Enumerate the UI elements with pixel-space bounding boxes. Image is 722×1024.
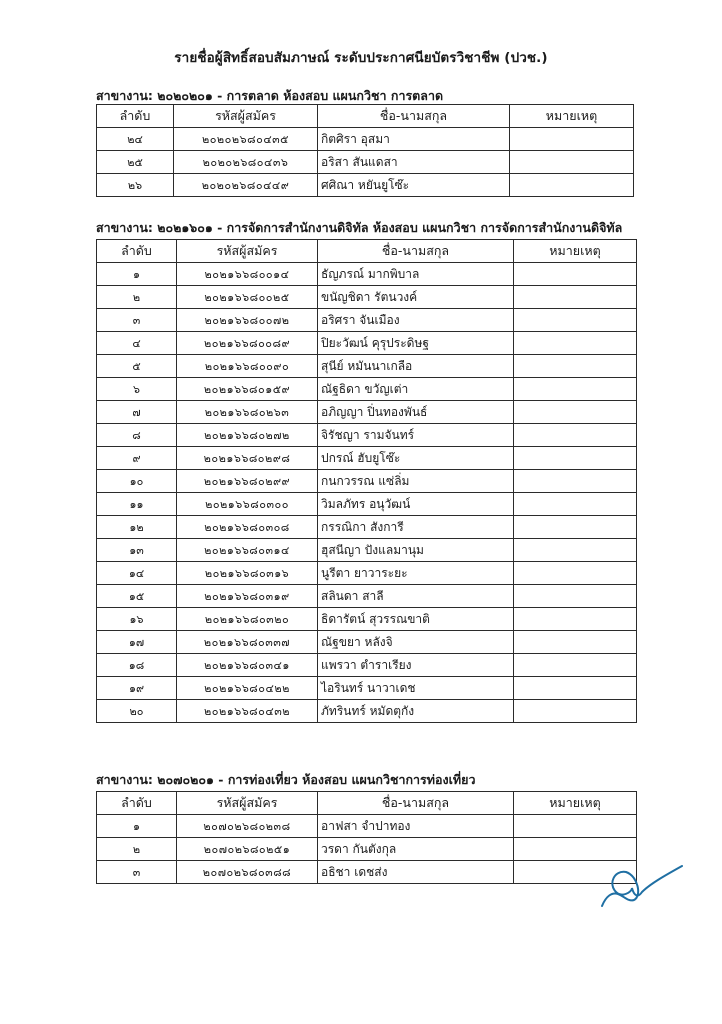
- cell-no: ๑๗: [97, 631, 177, 654]
- cell-remark: [514, 332, 637, 355]
- cell-full-name: แพรวา ตำราเรียง: [318, 654, 514, 677]
- cell-applicant-id: ๒๐๒๑๖๖๘๐๑๕๙: [177, 378, 318, 401]
- cell-full-name: ขนัญชิดา รัตนวงค์: [318, 286, 514, 309]
- cell-full-name: อาฟสา จำปาทอง: [318, 815, 514, 838]
- section-heading-marketing: สาขางาน: ๒๐๒๐๒๐๑ - การตลาด ห้องสอบ แผนกวิชา การตลาด: [96, 88, 444, 103]
- cell-applicant-id: ๒๐๒๐๒๖๘๐๔๓๕: [174, 128, 318, 151]
- cell-full-name: กนกวรรณ แซ่ลิ่ม: [318, 470, 514, 493]
- cell-full-name: อธิชา เดชส่ง: [318, 861, 514, 884]
- signature-icon: [598, 862, 688, 912]
- table-row: [97, 401, 637, 424]
- cell-no: ๑๒: [97, 516, 177, 539]
- cell-applicant-id: ๒๐๒๑๖๖๘๐๒๙๙: [177, 470, 318, 493]
- header-applicant-id: รหัสผู้สมัคร: [174, 105, 318, 128]
- cell-no: ๒๐: [97, 700, 177, 723]
- cell-no: ๖: [97, 378, 177, 401]
- cell-no: ๕: [97, 355, 177, 378]
- cell-applicant-id: ๒๐๗๐๒๖๘๐๒๕๑: [177, 838, 318, 861]
- table-row: [97, 838, 637, 861]
- cell-full-name: กรรณิกา สังการี: [318, 516, 514, 539]
- cell-full-name: อริศรา จันเมือง: [318, 309, 514, 332]
- cell-applicant-id: ๒๐๒๑๖๖๘๐๓๒๐: [177, 608, 318, 631]
- section-heading-tourism: สาขางาน: ๒๐๗๐๒๐๑ - การท่องเที่ยว ห้องสอบ แผนกวิชาการท่องเที่ยว: [96, 772, 476, 787]
- table-row: [97, 815, 637, 838]
- cell-remark: [510, 128, 634, 151]
- cell-no: ๒: [97, 286, 177, 309]
- header-full-name: ชื่อ-นามสกุล: [318, 105, 510, 128]
- cell-remark: [514, 539, 637, 562]
- table-row: [97, 861, 637, 884]
- cell-applicant-id: ๒๐๒๑๖๖๘๐๓๓๗: [177, 631, 318, 654]
- cell-remark: [514, 378, 637, 401]
- table-row: [97, 309, 637, 332]
- cell-full-name: นูรีตา ยาวาระยะ: [318, 562, 514, 585]
- section-heading-digital-office: สาขางาน: ๒๐๒๑๖๐๑ - การจัดการสำนักงานดิจิทัล ห้องสอบ แผนกวิชา การจัดการสำนักงานดิจิทัล: [96, 220, 623, 235]
- cell-remark: [514, 355, 637, 378]
- cell-full-name: ปกรณ์ ฮับยูโซ๊ะ: [318, 447, 514, 470]
- cell-no: ๑๖: [97, 608, 177, 631]
- cell-applicant-id: ๒๐๒๑๖๖๘๐๒๙๘: [177, 447, 318, 470]
- cell-remark: [514, 654, 637, 677]
- table-body: [97, 263, 637, 723]
- cell-no: ๘: [97, 424, 177, 447]
- cell-full-name: อภิญญา ปิ่นทองพันธ์: [318, 401, 514, 424]
- cell-remark: [514, 608, 637, 631]
- cell-no: ๔: [97, 332, 177, 355]
- table-header-row: [97, 792, 637, 815]
- cell-remark: [514, 309, 637, 332]
- cell-full-name: กิตศิรา อุสมา: [318, 128, 510, 151]
- cell-applicant-id: ๒๐๒๑๖๖๘๐๓๐๘: [177, 516, 318, 539]
- cell-full-name: ภัทรินทร์ หมัดตุกัง: [318, 700, 514, 723]
- table-row: [97, 174, 634, 197]
- cell-applicant-id: ๒๐๒๑๖๖๘๐๔๒๒: [177, 677, 318, 700]
- cell-no: ๑๘: [97, 654, 177, 677]
- table-row: [97, 286, 637, 309]
- table-header-row: [97, 105, 634, 128]
- header-remark: หมายเหตุ: [510, 105, 634, 128]
- cell-applicant-id: ๒๐๒๑๖๖๘๐๓๐๐: [177, 493, 318, 516]
- table-row: [97, 151, 634, 174]
- cell-applicant-id: ๒๐๗๐๒๖๘๐๒๓๘: [177, 815, 318, 838]
- table-row: [97, 355, 637, 378]
- cell-full-name: ธิดารัตน์ สุวรรณขาติ: [318, 608, 514, 631]
- table-row: [97, 263, 637, 286]
- header-applicant-id: รหัสผู้สมัคร: [177, 240, 318, 263]
- table-header-row: [97, 240, 637, 263]
- cell-applicant-id: ๒๐๒๐๒๖๘๐๔๔๙: [174, 174, 318, 197]
- cell-full-name: สุนีย์ หมันนาเกลือ: [318, 355, 514, 378]
- cell-full-name: จิรัชญา รามจันทร์: [318, 424, 514, 447]
- table-body: [97, 815, 637, 884]
- cell-remark: [514, 700, 637, 723]
- cell-no: ๗: [97, 401, 177, 424]
- table-row: [97, 516, 637, 539]
- cell-full-name: ณัฐขยา หลังจิ: [318, 631, 514, 654]
- cell-no: ๑: [97, 263, 177, 286]
- cell-applicant-id: ๒๐๒๑๖๖๘๐๒๗๒: [177, 424, 318, 447]
- cell-no: ๒๖: [97, 174, 174, 197]
- cell-no: ๑๔: [97, 562, 177, 585]
- cell-applicant-id: ๒๐๒๑๖๖๘๐๒๖๓: [177, 401, 318, 424]
- cell-applicant-id: ๒๐๒๑๖๖๘๐๓๑๖: [177, 562, 318, 585]
- header-no: ลำดับ: [97, 105, 174, 128]
- table-row: [97, 631, 637, 654]
- cell-full-name: สลินดา สาลี: [318, 585, 514, 608]
- cell-remark: [514, 263, 637, 286]
- cell-applicant-id: ๒๐๒๐๒๖๘๐๔๓๖: [174, 151, 318, 174]
- table-row: [97, 128, 634, 151]
- table-marketing: [96, 104, 634, 197]
- cell-remark: [514, 631, 637, 654]
- table-row: [97, 493, 637, 516]
- cell-no: ๓: [97, 861, 177, 884]
- cell-no: ๒: [97, 838, 177, 861]
- header-no: ลำดับ: [97, 240, 177, 263]
- cell-no: ๒๕: [97, 151, 174, 174]
- cell-no: ๑๑: [97, 493, 177, 516]
- table-tourism: [96, 791, 637, 884]
- table-row: [97, 447, 637, 470]
- cell-remark: [514, 815, 637, 838]
- cell-no: ๓: [97, 309, 177, 332]
- cell-applicant-id: ๒๐๗๐๒๖๘๐๓๘๘: [177, 861, 318, 884]
- table-row: [97, 700, 637, 723]
- cell-remark: [510, 174, 634, 197]
- header-applicant-id: รหัสผู้สมัคร: [177, 792, 318, 815]
- table-row: [97, 654, 637, 677]
- cell-full-name: ศศิณา หยันยูโซ๊ะ: [318, 174, 510, 197]
- table-row: [97, 677, 637, 700]
- cell-no: ๑๓: [97, 539, 177, 562]
- document-title: รายชื่อผู้สิทธิ์สอบสัมภาษณ์ ระดับประกาศนียบัตรวิชาชีพ (ปวช.): [174, 50, 548, 66]
- cell-remark: [514, 286, 637, 309]
- table-row: [97, 539, 637, 562]
- cell-applicant-id: ๒๐๒๑๖๖๘๐๔๓๒: [177, 700, 318, 723]
- cell-remark: [514, 516, 637, 539]
- cell-full-name: วรดา กันตังกุล: [318, 838, 514, 861]
- cell-remark: [514, 401, 637, 424]
- cell-remark: [514, 585, 637, 608]
- cell-applicant-id: ๒๐๒๑๖๖๘๐๐๙๐: [177, 355, 318, 378]
- header-no: ลำดับ: [97, 792, 177, 815]
- cell-full-name: ปิยะวัฒน์ คุรุประดิษฐ: [318, 332, 514, 355]
- cell-full-name: ธัญภรณ์ มากพิบาล: [318, 263, 514, 286]
- table-body: [97, 128, 634, 197]
- table-row: [97, 470, 637, 493]
- table-row: [97, 378, 637, 401]
- cell-applicant-id: ๒๐๒๑๖๖๘๐๓๔๑: [177, 654, 318, 677]
- table-row: [97, 562, 637, 585]
- header-full-name: ชื่อ-นามสกุล: [318, 240, 514, 263]
- signature-stroke: [602, 866, 682, 906]
- table-digital-office: [96, 239, 637, 723]
- table-row: [97, 608, 637, 631]
- table-row: [97, 424, 637, 447]
- cell-no: ๑: [97, 815, 177, 838]
- header-remark: หมายเหตุ: [514, 240, 637, 263]
- header-remark: หมายเหตุ: [514, 792, 637, 815]
- cell-no: ๒๔: [97, 128, 174, 151]
- cell-remark: [514, 424, 637, 447]
- cell-full-name: อริสา สันแดสา: [318, 151, 510, 174]
- cell-full-name: ไอรินทร์ นาวาเดช: [318, 677, 514, 700]
- header-full-name: ชื่อ-นามสกุล: [318, 792, 514, 815]
- cell-applicant-id: ๒๐๒๑๖๖๘๐๐๑๔: [177, 263, 318, 286]
- cell-remark: [514, 493, 637, 516]
- cell-remark: [514, 562, 637, 585]
- cell-remark: [510, 151, 634, 174]
- cell-remark: [514, 447, 637, 470]
- cell-remark: [514, 470, 637, 493]
- cell-no: ๑๕: [97, 585, 177, 608]
- cell-applicant-id: ๒๐๒๑๖๖๘๐๐๘๙: [177, 332, 318, 355]
- table-row: [97, 332, 637, 355]
- cell-remark: [514, 838, 637, 861]
- cell-applicant-id: ๒๐๒๑๖๖๘๐๓๑๔: [177, 539, 318, 562]
- cell-applicant-id: ๒๐๒๑๖๖๘๐๐๗๒: [177, 309, 318, 332]
- cell-full-name: ณัฐธิดา ขวัญเต่า: [318, 378, 514, 401]
- cell-no: ๑๐: [97, 470, 177, 493]
- cell-remark: [514, 677, 637, 700]
- cell-full-name: ฮุสนีญา ปังแลมานุม: [318, 539, 514, 562]
- cell-applicant-id: ๒๐๒๑๖๖๘๐๐๒๕: [177, 286, 318, 309]
- table-row: [97, 585, 637, 608]
- cell-no: ๙: [97, 447, 177, 470]
- cell-full-name: วิมลภัทร อนุวัฒน์: [318, 493, 514, 516]
- cell-no: ๑๙: [97, 677, 177, 700]
- cell-applicant-id: ๒๐๒๑๖๖๘๐๓๑๙: [177, 585, 318, 608]
